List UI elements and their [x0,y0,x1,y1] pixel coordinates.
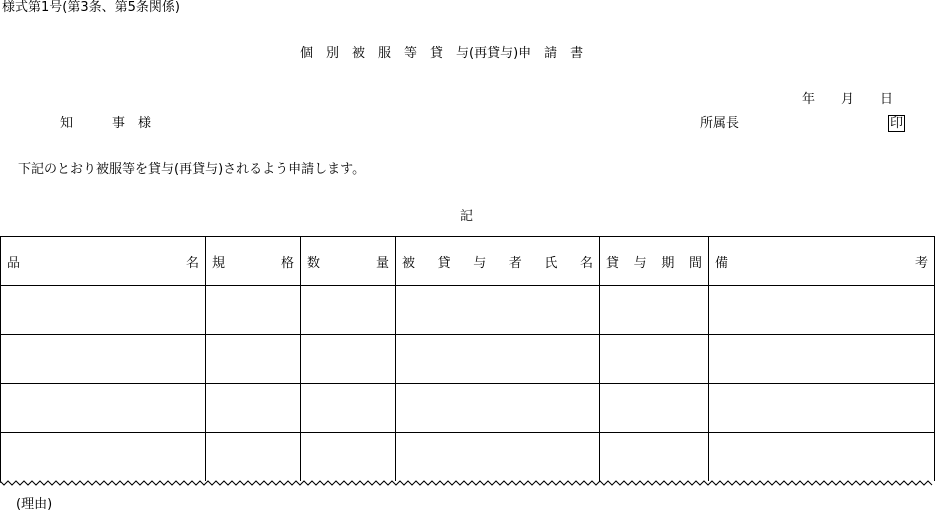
header-char: 規 [212,255,226,271]
header-char: 考 [914,255,928,271]
header-char: 品 [7,255,21,271]
form-title: 個 別 被 服 等 貸 与(再貸与)申 請 書 [300,46,584,61]
table-cell[interactable] [709,335,935,384]
table-cell[interactable] [600,384,709,433]
header-remarks [709,237,935,286]
table-cell[interactable] [301,433,396,482]
table-cell[interactable] [600,286,709,335]
header-recipient-label [402,252,593,271]
table-cell[interactable] [206,335,301,384]
header-char: 格 [280,255,294,271]
table-cell[interactable] [396,286,600,335]
table-row [1,335,935,384]
table-cell[interactable] [301,384,396,433]
table-cell[interactable] [206,384,301,433]
page-cut-line [0,478,935,488]
table-cell[interactable] [1,286,206,335]
table-cell[interactable] [709,384,935,433]
table-cell[interactable] [206,433,301,482]
table-cell[interactable] [709,433,935,482]
table-cell[interactable] [206,286,301,335]
seal-mark: 印 [890,116,904,131]
header-qty-label [307,252,389,271]
header-char: 貸 [606,255,620,271]
header-char: 与 [473,255,487,271]
header-char: 貸 [437,255,451,271]
table-cell[interactable] [1,384,206,433]
header-char: 与 [633,255,647,271]
header-char: 量 [375,255,389,271]
table-row [1,384,935,433]
table-cell[interactable] [396,384,600,433]
ki-heading: 記 [460,209,474,224]
header-remarks-label [715,252,928,271]
table-row [1,286,935,335]
addressee: 知 事 様 [60,116,152,131]
affiliation-label: 所属長 [700,116,740,131]
header-spec [206,237,301,286]
table-cell[interactable] [600,433,709,482]
request-text: 下記のとおり被服等を貸与(再貸与)されるよう申請します。 [18,162,366,177]
header-item-label [7,252,199,271]
header-char: 間 [688,255,702,271]
header-char: 名 [185,255,199,271]
table-cell[interactable] [1,433,206,482]
header-char: 名 [579,255,593,271]
header-period-label [606,252,702,271]
table-header-row [1,237,935,286]
header-spec-label [212,252,294,271]
table-cell[interactable] [600,335,709,384]
table-cell[interactable] [301,335,396,384]
header-recipient [396,237,600,286]
table-cell[interactable] [1,335,206,384]
header-char: 期 [661,255,675,271]
items-table [0,236,935,481]
header-item [1,237,206,286]
date-line: 年 月 日 [802,92,894,107]
table-cell[interactable] [396,433,600,482]
table-cell[interactable] [301,286,396,335]
reason-label: (理由) [16,497,53,512]
form-number: 様式第1号(第3条、第5条関係) [2,0,180,15]
table-cell[interactable] [396,335,600,384]
header-char: 氏 [544,255,558,271]
header-qty [301,237,396,286]
header-char: 被 [402,255,416,271]
table-row [1,433,935,482]
table-cell[interactable] [709,286,935,335]
header-period [600,237,709,286]
header-char: 数 [307,255,321,271]
header-char: 備 [715,255,729,271]
header-char: 者 [508,255,522,271]
